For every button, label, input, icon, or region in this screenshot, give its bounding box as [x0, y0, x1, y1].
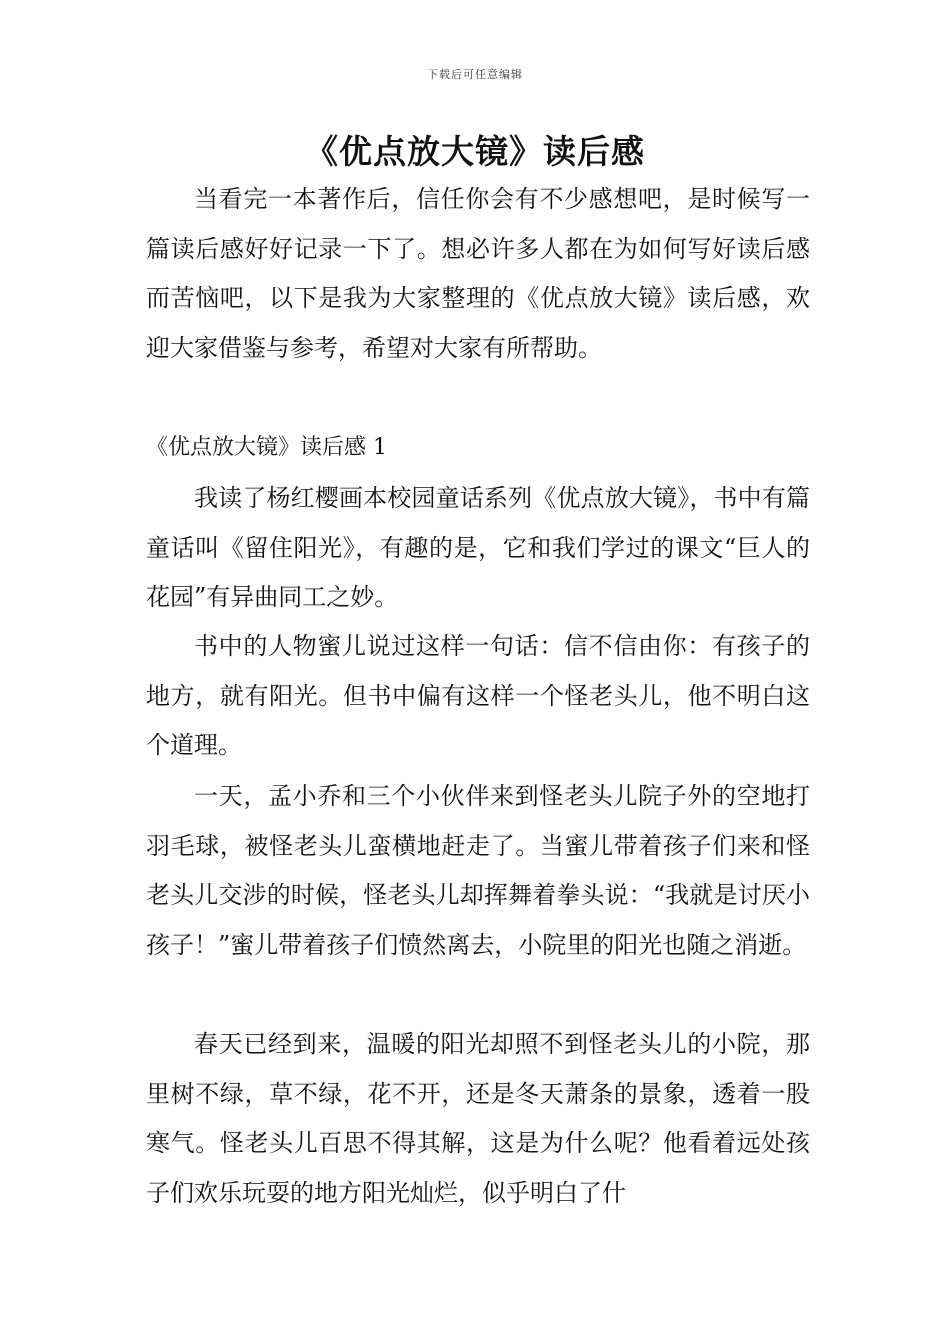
page-header-note: 下载后可任意编辑 [427, 68, 523, 81]
body-paragraph: 春天已经到来，温暖的阳光却照不到怪老头儿的小院，那里树不绿，草不绿，花不开，还是冬天萧条的景象，透着一股寒气。怪老头儿百思不得其解，这是为什么呢？他看着远处孩子们欢乐玩耍的地方阳光灿烂，似乎明白了什 [146, 1030, 810, 1207]
body-paragraph: 书中的人物蜜儿说过这样一句话：信不信由你：有孩子的地方，就有阳光。但书中偏有这样一个怪老头儿，他不明白这个道理。 [146, 632, 810, 759]
body-paragraph: 我读了杨红樱画本校园童话系列《优点放大镜》，书中有篇童话叫《留住阳光》，有趣的是，它和我们学过的课文“巨人的花园”有异曲同工之妙。 [146, 484, 810, 611]
intro-paragraph: 当看完一本著作后，信任你会有不少感想吧，是时候写一篇读后感好好记录一下了。想必许多人都在为如何写好读后感而苦恼吧，以下是我为大家整理的《优点放大镜》读后感，欢迎大家借鉴与参考，希望对大家有所帮助。 [146, 185, 810, 362]
document-title: 《优点放大镜》读后感 [305, 132, 645, 171]
body-paragraph: 一天，孟小乔和三个小伙伴来到怪老头儿院子外的空地打羽毛球，被怪老头儿蛮横地赶走了。当蜜儿带着孩子们来和怪老头儿交涉的时候，怪老头儿却挥舞着拳头说：“我就是讨厌小孩子！”蜜儿带着孩子们愤然离去，小院里的阳光也随之消逝。 [146, 782, 810, 959]
section-heading: 《优点放大镜》读后感 1 [146, 435, 387, 460]
